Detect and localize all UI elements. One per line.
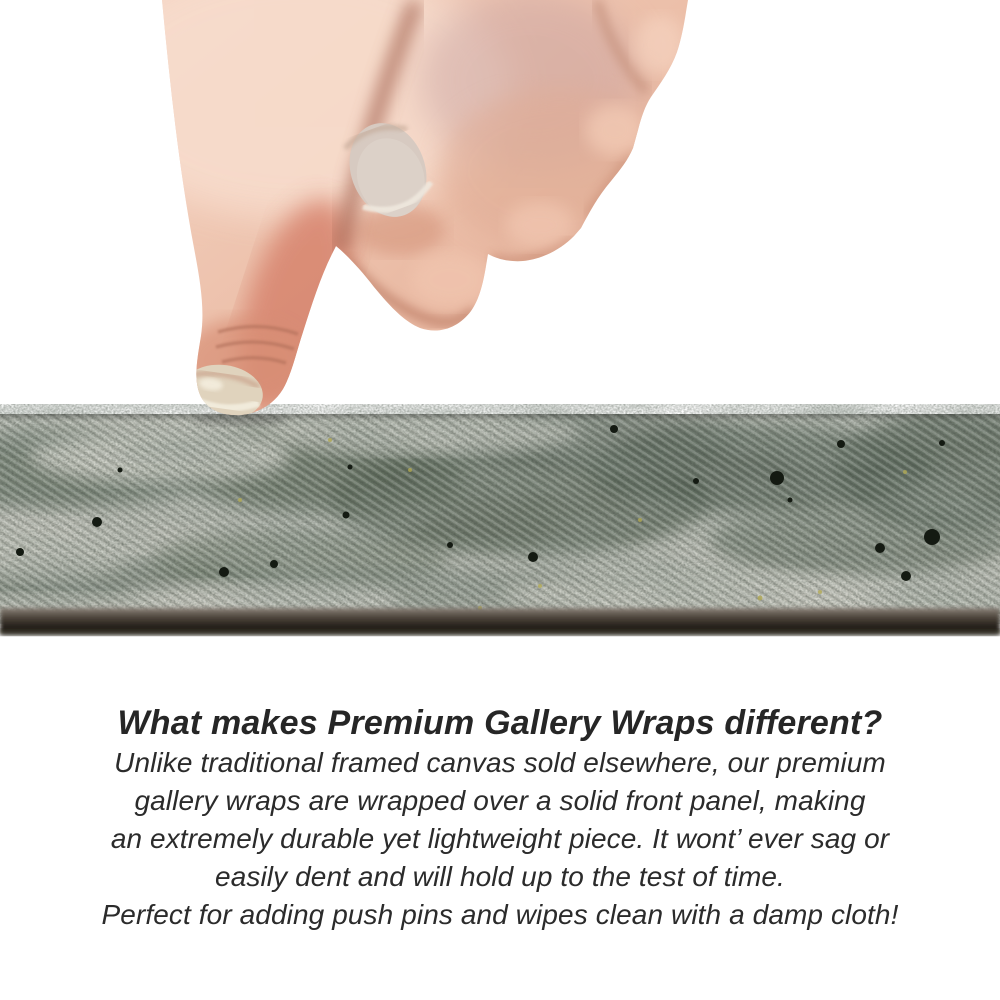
caption-line-1: Unlike traditional framed canvas sold elsewhere, our premium <box>114 747 886 778</box>
knuckle-highlight <box>634 15 686 75</box>
caption-heading: What makes Premium Gallery Wraps different? <box>117 704 883 742</box>
canvas-strip-photo <box>0 410 1000 635</box>
canvas-weave-texture <box>0 414 1000 614</box>
finger-highlight <box>410 252 490 308</box>
caption-block <box>0 702 1000 934</box>
caption-line-5: Perfect for adding push pins and wipes clean with a damp cloth! <box>101 899 899 930</box>
hand-pressing-thumb <box>90 0 688 424</box>
caption-line-2: gallery wraps are wrapped over a solid front panel, making <box>134 785 866 816</box>
caption-line-3: an extremely durable yet lightweight piece. It wont’ ever sag or <box>110 823 890 854</box>
caption-line-4: easily dent and will hold up to the test of time. <box>215 861 785 892</box>
finger-highlight <box>585 104 645 156</box>
canvas-top-edge-shade <box>0 414 1000 421</box>
finger-highlight <box>505 201 575 249</box>
thumb-contact-shadow <box>192 414 288 426</box>
panel-edge-fuzz <box>0 629 1000 635</box>
